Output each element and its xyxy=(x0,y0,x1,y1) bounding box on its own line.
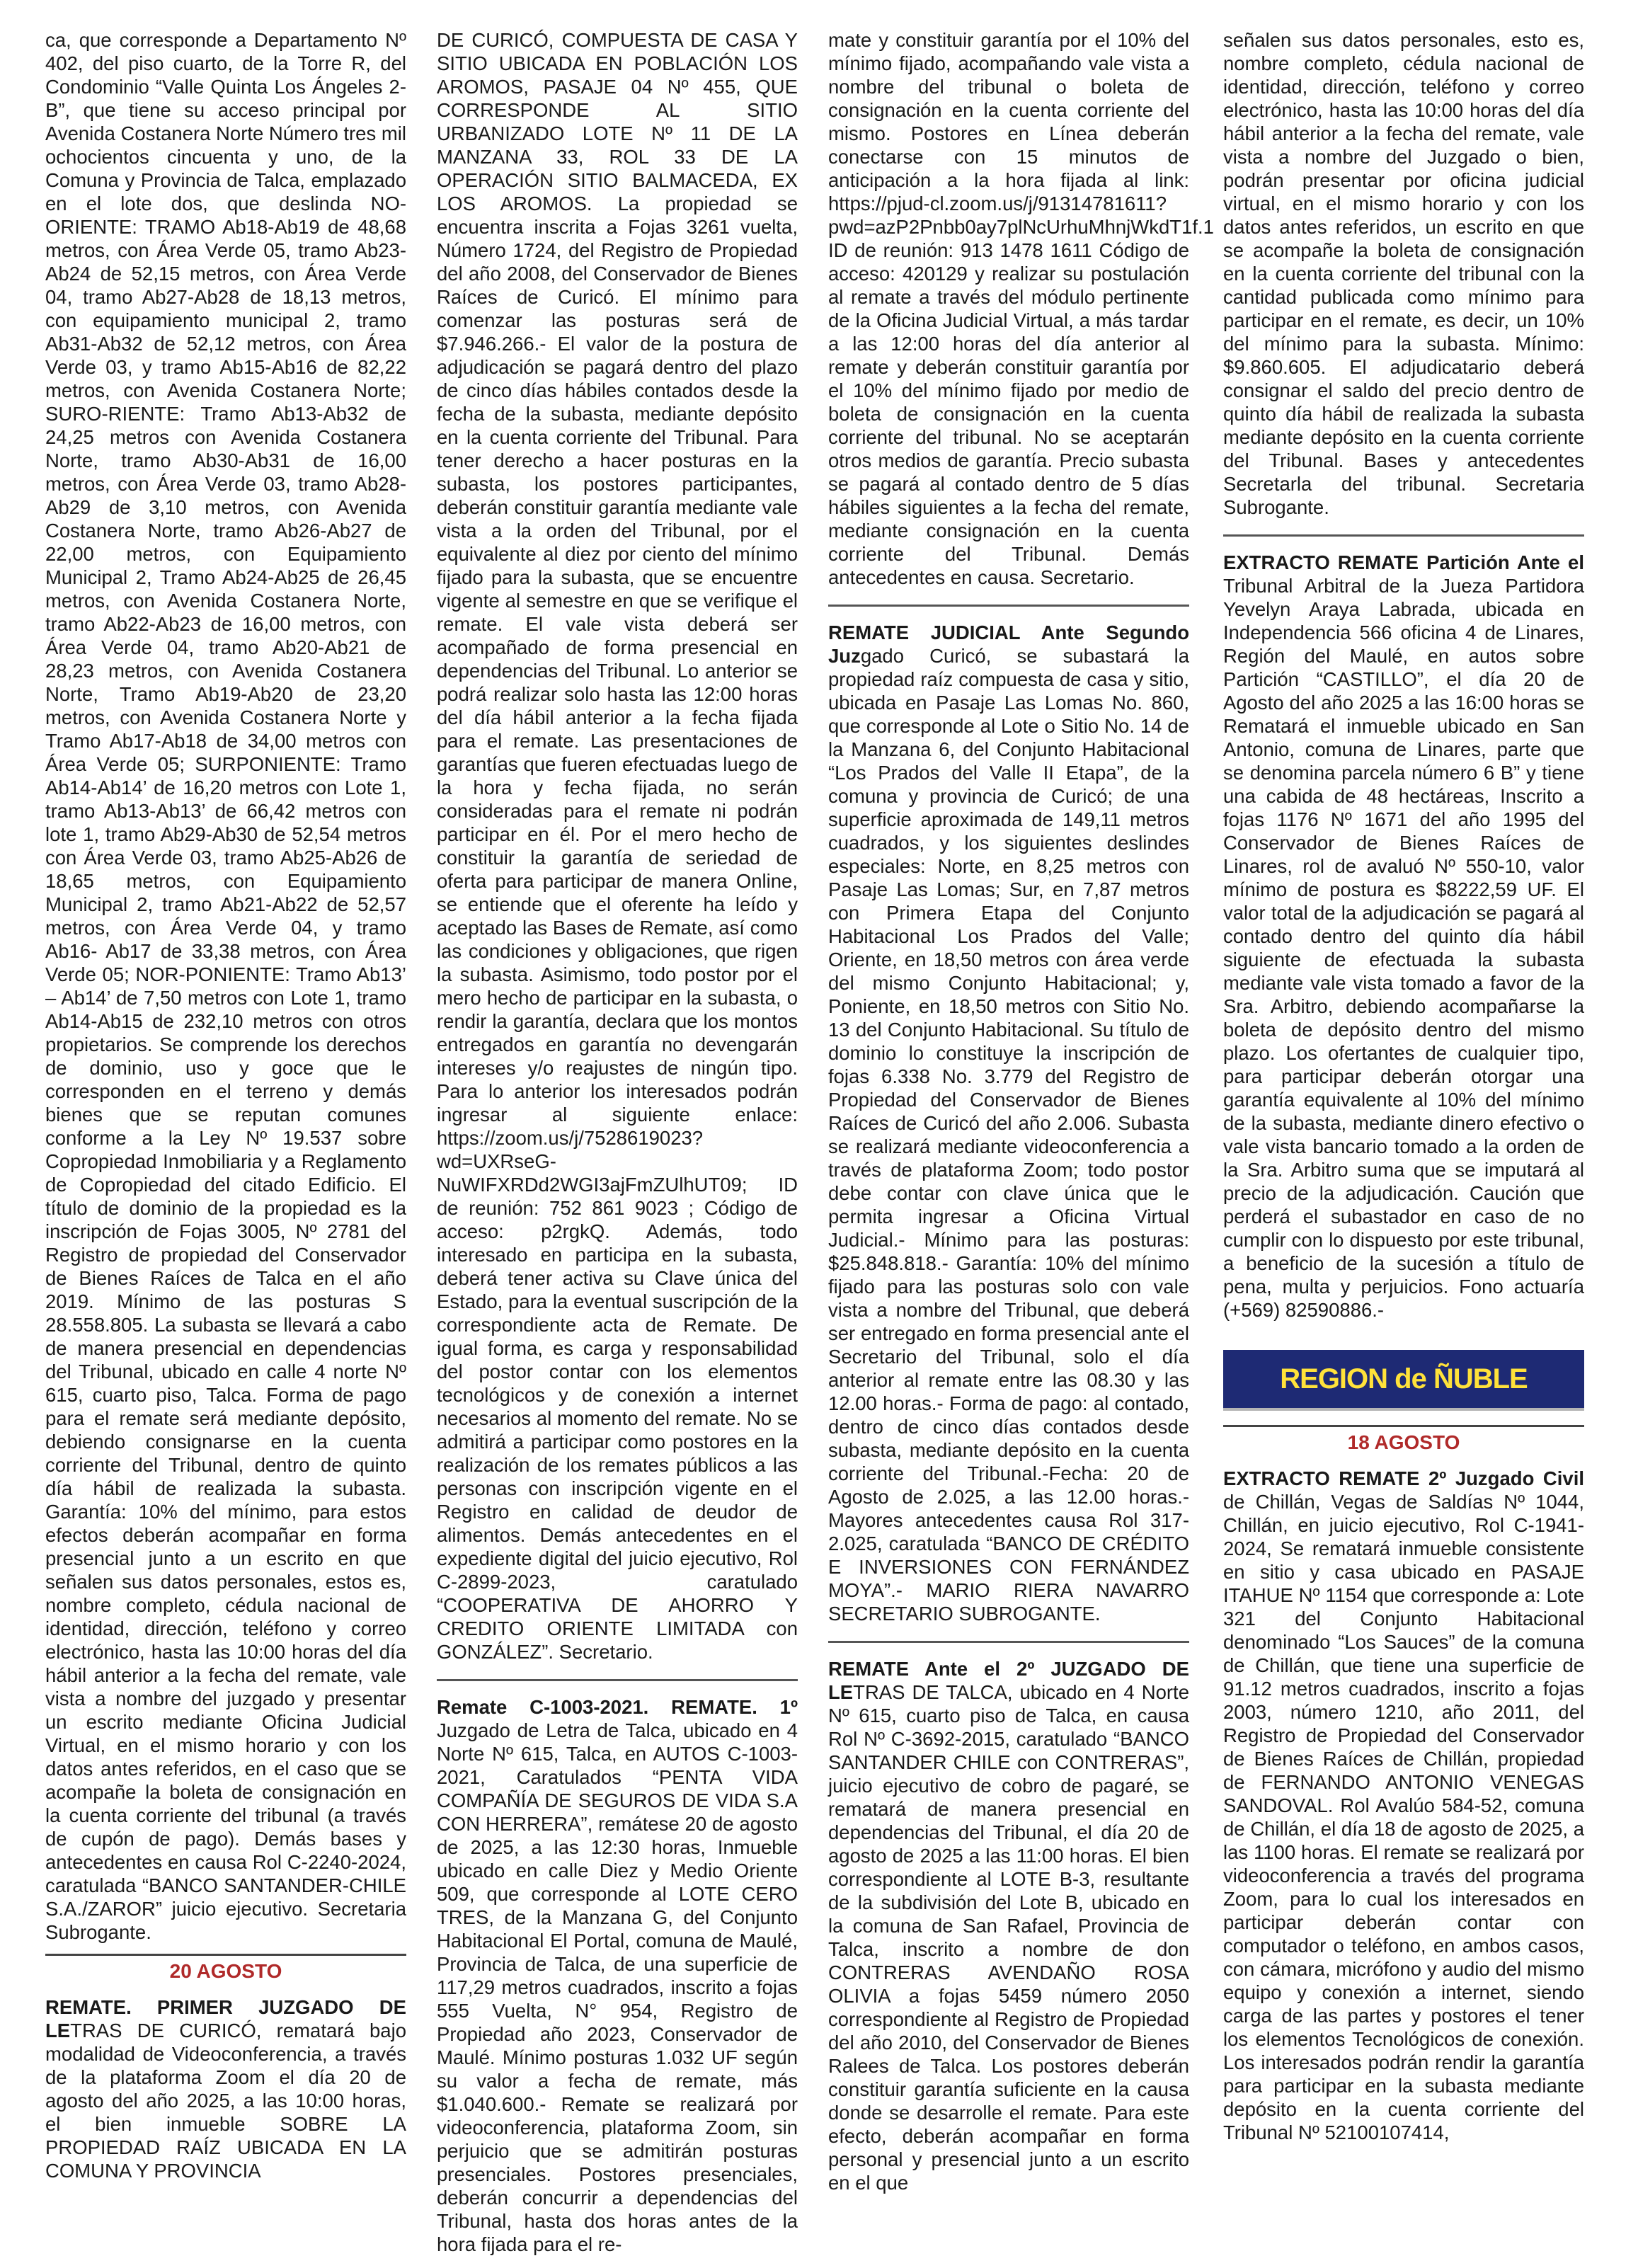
notice-body: Juzgado de Letra de Talca, ubicado en 4 Norte Nº 615, Talca, en AUTOS C-1003-2021, Caratulados “PENTA VIDA COMPAÑÍA DE SEGUROS DE VIDA S.A CON HERRERA”, remátese 20 de agosto de 2025, a las 12:30 horas, Inmueble ubicado en calle Diez y Medio Oriente 509, que corresponde al LOTE CERO TRES, de la Manzana G, del Conjunto Habitacional El Portal, comuna de Maulé, Provincia de Talca, de una superficie de 117,29 metros cuadrados, inscrito a fojas 555 Vuelta, N° 954, Registro de Propiedad año 2023, Conservador de Maulé. Mínimo posturas 1.032 UF según su valor a fecha de remate, más $1.040.600.- Remate se realizará por videoconferencia, plataforma Zoom, sin perjuicio que se admitirán posturas presenciales. Postores presenciales, deberán concurrir a dependencias del Tribunal, hasta dos horas antes de la hora fijada para el re- xyxy=(437,1719,798,2255)
notice-remate-judicial-curico xyxy=(828,621,1189,1625)
notice-continued-curico: DE CURICÓ, COMPUESTA DE CASA Y SITIO UBICADA EN POBLACIÓN LOS AROMOS, PASAJE 04 Nº 455, QUE CORRESPONDE AL SITIO URBANIZADO LOTE Nº 11 DE LA MANZANA 33, ROL 33 DE LA OPERACIÓN SITIO BALMACEDA, EX LOS AROMOS. La propiedad se encuentra inscrita a Fojas 3261 vuelta, Número 1724, del Registro de Propiedad del año 2008, del Conservador de Bienes Raíces de Curicó. El mínimo para comenzar las posturas será de $7.946.266.- El valor de la postura de adjudicación se pagará dentro del plazo de cinco días hábiles contados desde la fecha de la subasta, mediante depósito en la cuenta corriente del Tribunal. Para tener derecho a hacer posturas en la subasta, los postores participantes, deberán constituir garantía mediante vale vista a la orden del Tribunal, por el equivalente al diez por ciento del mínimo fijado para la subasta, que se encuentre vigente al semestre en que se verifique el remate. El vale vista deberá ser acompañado de forma presencial en dependencias del Tribunal. Lo anterior se podrá realizar solo hasta las 12:00 horas del día hábil anterior a la fecha fijada para el remate. Las presentaciones de garantías que fueren efectuadas luego de la hora y fecha fijada, no serán consideradas para el remate ni podrán participar en él. Por el mero hecho de constituir la garantía de seriedad de oferta para participar de manera Online, se entiende que el oferente ha leído y aceptado las Bases de Remate, así como las condiciones y obligaciones, que rigen la subasta. Asimismo, todo postor por el mero hecho de participar en la subasta, o rendir la garantía, declara que los montos entregados en garantía no devengarán intereses y/o reajustes de ningún tipo. Para lo anterior los interesados podrán ingresar al siguiente enlace: https://zoom.us/j/7528619023?wd=UXRseG-NuWIFXRDd2WGI3ajFmZUlhUT09; ID de reunión: 752 861 9023 ; Código de acceso: p2rgkQ. Además, todo interesado en participa en la subasta, deberá tener activa su Clave única del Estado, para la eventual suscripción de la correspondiente acta de Remate. De igual forma, es carga y responsabilidad del postor contar con los elementos tecnológicos y de conexión a internet necesarios al momento del remate. No se admitirá a participar como postores en la realización de los remates públicos a las personas con inscripción vigente en el Registro en calidad de deudor de alimentos. Demás antecedentes en el expediente digital del juicio ejecutivo, Rol C-2899-2023, caratulado “COOPERATIVA DE AHORRO Y CREDITO ORIENTE LIMITADA con GONZÁLEZ”. Secretario. xyxy=(437,29,798,1663)
notice-particion-linares xyxy=(1223,551,1584,1322)
date-heading-18-agosto xyxy=(1223,1425,1584,1454)
divider xyxy=(1223,1425,1584,1427)
notice-remate-2-juzgado-talca xyxy=(828,1657,1189,2194)
notice-heading: EXTRACTO REMATE 2º Juzgado Civil xyxy=(1223,1467,1584,1489)
divider xyxy=(45,1954,406,1956)
notice-continued-talca-2: señalen sus datos personales, esto es, nombre completo, cédula nacional de identidad, dirección, teléfono y correo electrónico, hasta las 10:00 horas del día hábil anterior a la fecha del remate, vale vista a nombre del Juzgado o bien, podrán presentar por oficina judicial virtual, en el mismo horario y con los datos antes referidos, un escrito en que se acompañe la boleta de consignación en la cuenta corriente del tribunal con la cantidad publicada como mínimo para participar en el remate, es decir, un 10% del mínimo para la subasta. Mínimo: $9.860.605. El adjudicatario deberá consignar el saldo del precio dentro de quinto día hábil de realizada la subasta mediante depósito en la cuenta corriente del Tribunal. Bases y antecedentes Secretarla del tribunal. Secretaria Subrogante. xyxy=(1223,29,1584,518)
notice-chillan xyxy=(1223,1467,1584,2144)
notice-curico-primer-juzgado xyxy=(45,1995,406,2182)
notice-body: de Chillán, Vegas de Saldías Nº 1044, Chillán, en juicio ejecutivo, Rol C-1941-2024, Se rematará inmueble consistente en sitio y casa ubicado en PASAJE ITAHUE Nº 1154 que corresponde a: Lote 321 del Conjunto Habitacional denominado “Los Sauces” de la comuna de Chillán, que tiene una superficie de 91.12 metros cuadrados, inscrito a fojas 2003, número 1210, año 2011, del Registro de Propiedad del Conservador de Bienes Raíces de Chillán, propiedad de FERNANDO ANTONIO VENEGAS SANDOVAL. Rol Avalúo 584-52, comuna de Chillán, el día 18 de agosto de 2025, a las 1100 horas. El remate se realizará por videoconferencia a través del programa Zoom, para lo cual los interesados en participar deberán contar con computador o teléfono, en ambos casos, con cámara, micrófono y audio del mismo equipo y conexión a internet, siendo carga de las partes y postores el tener los elementos Tecnológicos de conexión. Los interesados podrán rendir la garantía para participar en la subasta mediante depósito en la cuenta corriente del Tribunal Nº 52100107414, xyxy=(1223,1491,1584,2143)
notice-body: Tribunal Arbitral de la Jueza Partidora Yevelyn Araya Labrada, ubicada en Independencia 566 oficina 4 de Linares, Región del Maulé, en autos sobre Partición “CASTILLO”, el día 20 de Agosto del año 2025 a las 16:00 horas se Rematará el inmueble ubicado en San Antonio, comuna de Linares, parte que se denomina parcela número 6 B” y tiene una cabida de 48 hectáreas, Inscrito a fojas 1176 Nº 1671 del año 1995 del Conservador de Bienes Raíces de Linares, rol de avaluó Nº 550-10, valor mínimo de postura es $8222,59 UF. El valor total de la adjudicación se pagará al contado dentro del quinto día hábil siguiente de efectuada la subasta mediante vale vista tomado a favor de la Sra. Arbitro, debiendo acompañarse la boleta de depósito dentro del mismo plazo. Los ofertantes de cualquier tipo, para participar deberán otorgar una garantía equivalente al 10% del mínimo de la subasta, mediante dinero efectivo o vale vista bancario tomado a la orden de la Sra. Arbitro suma que se imputará al precio de la adjudicación. Caución que perderá el subastador en caso de no cumplir con lo dispuesto por este tribunal, a beneficio de la sucesión a título de pena, multa y perjuicios. Fono actuaría (+569) 82590886.- xyxy=(1223,575,1584,1321)
notice-continued-talca-zoom: mate y constituir garantía por el 10% del mínimo fijado, acompañando vale vista a nombre del tribunal o boleta de consignación en la cuenta corriente del mismo. Postores en Línea deberán conectarse con 15 minutos de anticipación a la hora fijada al link: https://pjud-cl.zoom.us/j/91314781611?pwd=azP2Pnbb0ay7plNcUrhuMhnjWkdT1f.1 ID de reunión: 913 1478 1611 Código de acceso: 420129 y realizar su postulación al remate a través del módulo pertinente de la Oficina Judicial Virtual, a más tardar a las 12:00 horas del día anterior al remate y deberán constituir garantía por el 10% del mínimo fijado por medio de boleta de consignación en la cuenta corriente del tribunal. No se aceptarán otros medios de garantía. Precio subasta se pagará al contado dentro de 5 días hábiles siguientes a la fecha del remate, mediante consignación en la cuenta corriente del Tribunal. Demás antecedentes en causa. Secretario. xyxy=(828,29,1214,588)
notice-heading: REMATE. PRIMER JUZGADO DE LE xyxy=(45,1996,406,2041)
notice-body: gado Curicó, se subastará la propiedad raíz compuesta de casa y sitio, ubicada en Pasaje Las Lomas No. 860, que corresponde al Lote o Sitio No. 14 de la Manzana 6, del Conjunto Habitacional “Los Prados del Valle II Etapa”, de la comuna y provincia de Curicó; de una superficie aproximada de 149,11 metros cuadrados, y los siguientes deslindes especiales: Norte, en 8,25 metros con Pasaje Las Lomas; Sur, en 7,87 metros con Primera Etapa del Conjunto Habitacional Los Prados del Valle; Oriente, en 18,50 metros con área verde del mismo Conjunto Habitacional; y, Poniente, en 18,50 metros con Sitio No. 13 del Conjunto Habitacional. Su título de dominio lo constituye la inscripción de fojas 6.338 No. 3.779 del Registro de Propiedad del Conservador de Bienes Raíces de Curicó del año 2.006. Subasta se realizará mediante videoconferencia a través de plataforma Zoom; todo postor debe contar con clave única que le permita ingresar a Oficina Virtual Judicial.- Mínimo para las posturas: $25.848.818.- Garantía: 10% del mínimo fijado para las posturas solo con vale vista a nombre del Tribunal, que deberá ser entregado en forma presencial ante el Secretario del Tribunal, solo el día anterior al remate entre las 08.30 y las 12.00 horas.- Forma de pago: al contado, dentro de cinco días contados desde subasta, mediante depósito en la cuenta corriente del Tribunal.-Fecha: 20 de Agosto de 2.025, a las 12.00 horas.- Mayores antecedentes causa Rol 317-2.025, caratulada “BANCO DE CRÉDITO E INVERSIONES CON FERNÁNDEZ MOYA”.- MARIO RIERA NAVARRO SECRETARIO SUBROGANTE. xyxy=(828,645,1189,1625)
date-heading-text: 18 AGOSTO xyxy=(1347,1431,1460,1453)
divider xyxy=(1223,534,1584,537)
notice-c-1003-2021 xyxy=(437,1695,798,2256)
notice-body: TRAS DE CURICÓ, rematará bajo modalidad de Videoconferencia, a través de la plataforma Zoom el día 20 de agosto del año 2025, a las 10:00 horas, el bien inmueble SOBRE LA PROPIEDAD RAÍZ UBICADA EN LA COMUNA Y PROVINCIA xyxy=(45,2020,406,2182)
column-1 xyxy=(45,28,406,2182)
notice-heading: REMATE JUDICIAL Ante Segundo Juz xyxy=(828,622,1189,667)
divider xyxy=(828,1641,1189,1643)
notice-heading: EXTRACTO REMATE Partición Ante el xyxy=(1223,551,1584,573)
divider xyxy=(437,1679,798,1681)
notice-continued-talca: ca, que corresponde a Departamento Nº 402, del piso cuarto, de la Torre R, del Condominio “Valle Quinta Los Ángeles 2-B”, que tiene su acceso principal por Avenida Costanera Norte Número tres mil ochocientos cincuenta y uno, de la Comuna y Provincia de Talca, emplazado en el lote dos, que deslinda NO-ORIENTE: TRAMO Ab18-Ab19 de 48,68 metros, con Área Verde 05, tramo Ab23-Ab24 de 52,15 metros, con Área Verde 04, tramo Ab27-Ab28 de 18,13 metros, con equipamiento municipal 2, tramo Ab31-Ab32 de 52,12 metros, con Área Verde 03, y tramo Ab15-Ab16 de 82,22 metros, con Avenida Costanera Norte; SURO-RIENTE: Tramo Ab13-Ab32 de 24,25 metros con Avenida Costanera Norte, tramo Ab30-Ab31 de 16,00 metros, con Área Verde 03, tramo Ab28-Ab29 de 3,10 metros, con Avenida Costanera Norte, tramo Ab26-Ab27 de 22,00 metros, con Equipamiento Municipal 2, Tramo Ab24-Ab25 de 26,45 metros, con Avenida Costanera Norte, tramo Ab22-Ab23 de 16,00 metros, con Área Verde 04, tramo Ab20-Ab21 de 28,23 metros, con Avenida Costanera Norte, Tramo Ab19-Ab20 de 23,20 metros, con Avenida Costanera Norte y Tramo Ab17-Ab18 de 34,00 metros con Área Verde 05; SURPONIENTE: Tramo Ab14-Ab14’ de 16,20 metros con Lote 1, tramo Ab13-Ab13’ de 66,42 metros con lote 1, tramo Ab29-Ab30 de 52,54 metros con Área Verde 03, tramo Ab25-Ab26 de 18,65 metros, con Equipamiento Municipal 2, tramo Ab21-Ab22 de 52,57 metros, con Área Verde 04, y tramo Ab16- Ab17 de 33,38 metros, con Área Verde 05; NOR-PONIENTE: Tramo Ab13’ – Ab14’ de 7,50 metros con Lote 1, tramo Ab14-Ab15 de 232,10 metros con otros propietarios. Se comprende los derechos de dominio, uso y goce que le corresponden en el terreno y demás bienes que se reputan comunes conforme a la Ley Nº 19.537 sobre Copropiedad Inmobiliaria y a Reglamento de Copropiedad del citado Edificio. El título de dominio de la propiedad es la inscripción de Fojas 3005, Nº 2781 del Registro de propiedad del Conservador de Bienes Raíces de Talca en el año 2019. Mínimo de las posturas S 28.558.805. La subasta se llevará a cabo de manera presencial en dependencias del Tribunal, ubicado en calle 4 norte Nº 615, cuarto piso, Talca. Forma de pago para el remate será mediante depósito, debiendo consignarse en la cuenta corriente del Tribunal, dentro de quinto día hábil de realizada la subasta. Garantía: 10% del mínimo, para estos efectos deberán acompañar en forma presencial junto a un escrito en que señalen sus datos personales, estos es, nombre completo, cédula nacional de identidad, dirección, teléfono y correo electrónico, hasta las 10:00 horas del día hábil anterior a la fecha del remate, vale vista a nombre del juzgado y presentar un escrito mediante Oficina Judicial Virtual, en el mismo horario y con los datos antes referidos, en el caso que se acompañe la boleta de consignación en la cuenta corriente del tribunal (a través de cupón de pago). Demás bases y antecedentes en causa Rol C-2240-2024, caratulada “BANCO SANTANDER-CHILE S.A./ZAROR” juicio ejecutivo. Secretaria Subrogante. xyxy=(45,29,406,1943)
date-heading-20-agosto xyxy=(45,1954,406,1983)
notice-heading: Remate C-1003-2021. REMATE. 1º xyxy=(437,1696,798,1718)
column-4 xyxy=(1223,28,1584,2144)
notice-heading: REMATE Ante el 2º JUZGADO DE LE xyxy=(828,1658,1189,1703)
column-2 xyxy=(437,28,798,2256)
notice-body: TRAS DE TALCA, ubicado en 4 Norte Nº 615, cuarto piso de Talca, en causa Rol Nº C-3692-2015, caratulado “BANCO SANTANDER CHILE con CONTRERAS”, juicio ejecutivo de cobro de pagaré, se rematará de manera presencial en dependencias del Tribunal, el día 20 de agosto de 2025 a las 11:00 horas. El bien correspondiente al LOTE B-3, resultante de la subdivisión del Lote B, ubicado en la comuna de San Rafael, Provincia de Talca, inscrito a nombre de don CONTRERAS AVENDAÑO ROSA OLIVIA a fojas 5459 número 2050 correspondiente al Registro de Propiedad del año 2010, del Conservador de Bienes Ralees de Talca. Los postores deberán constituir garantía suficiente en la causa donde se desarrolle el remate. Para este efecto, deberán acompañar en forma personal y presencial junto a un escrito en el que xyxy=(828,1681,1189,2194)
column-3 xyxy=(828,28,1214,2194)
region-banner: REGION de ÑUBLE xyxy=(1223,1350,1584,1411)
date-heading-text: 20 AGOSTO xyxy=(169,1960,282,1982)
divider xyxy=(828,605,1189,607)
